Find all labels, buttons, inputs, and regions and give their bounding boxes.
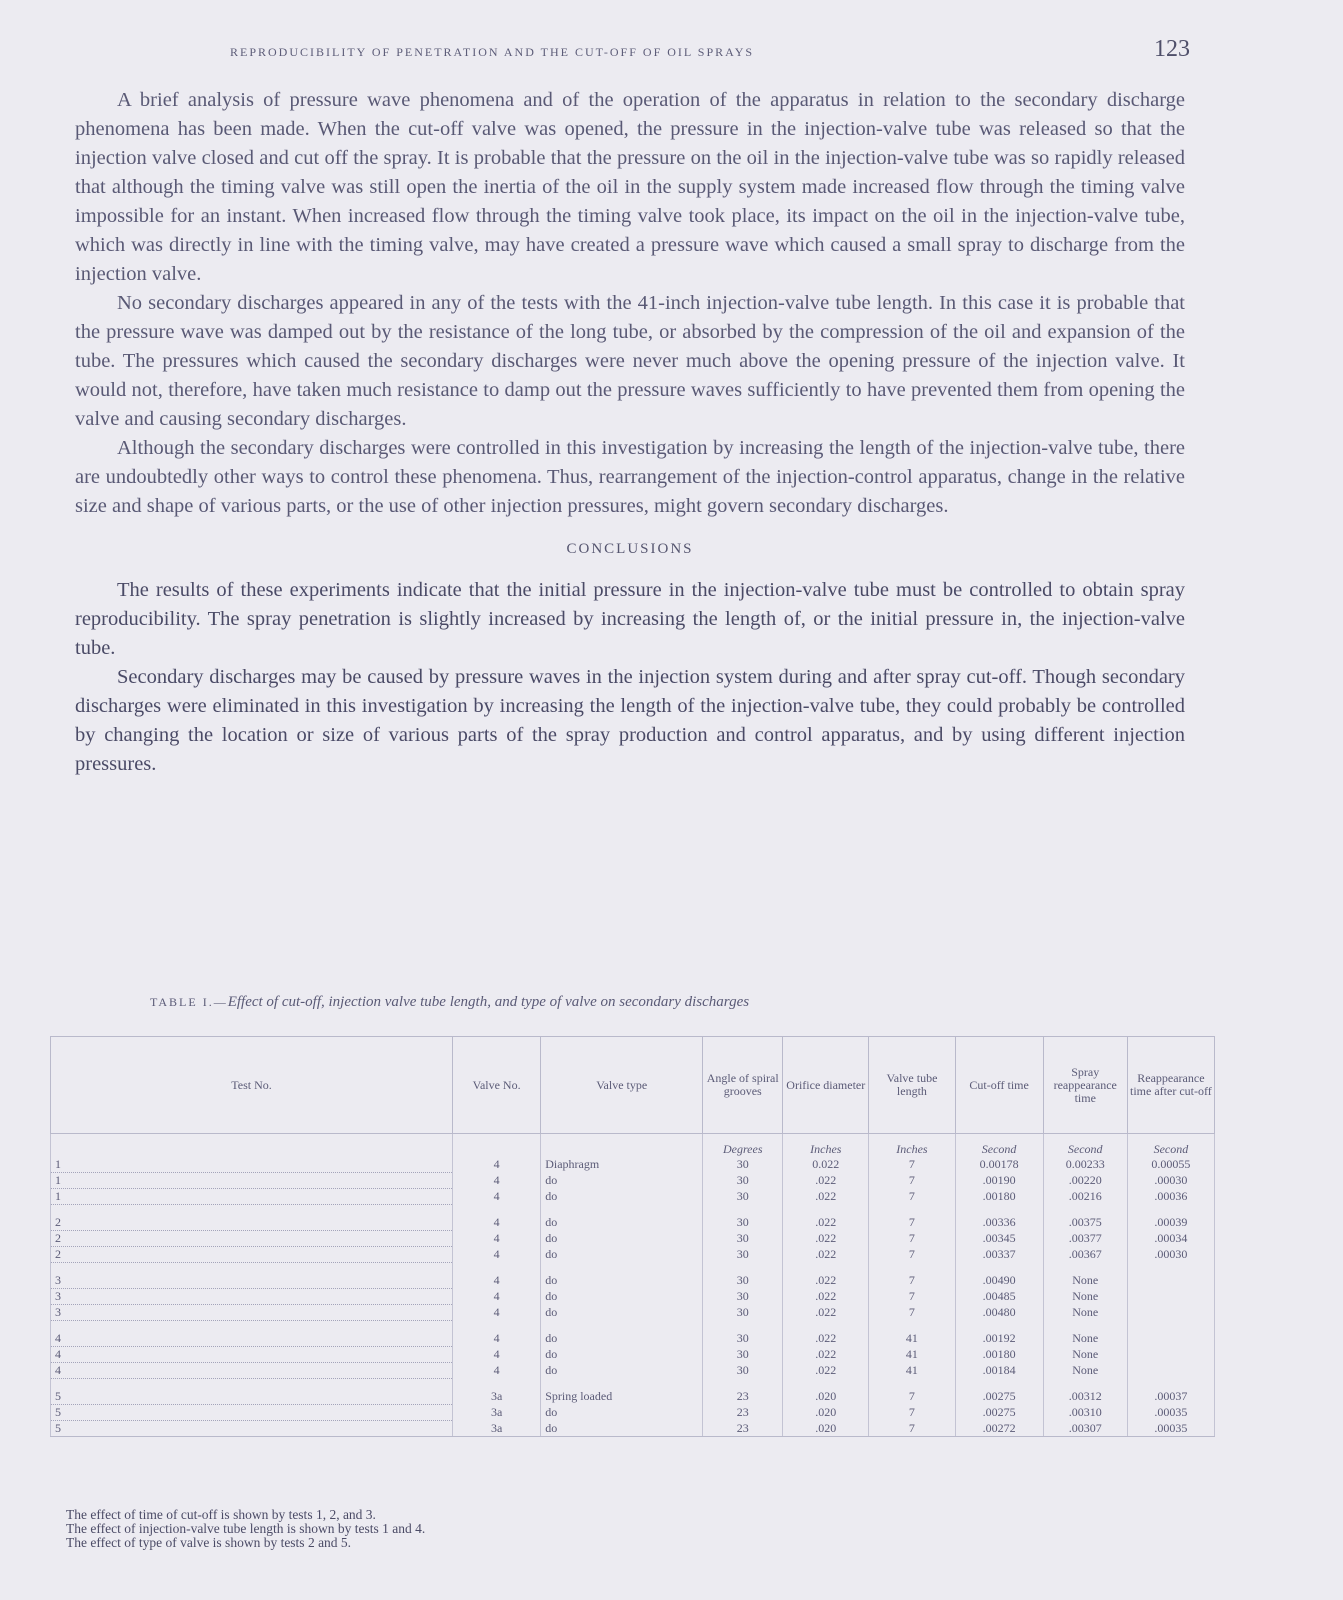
table-cell: .00192	[955, 1331, 1043, 1347]
table-cell: .020	[783, 1389, 869, 1405]
table-cell: Diaphragm	[541, 1157, 703, 1173]
table-cell: 30	[703, 1347, 783, 1363]
table-cell: 2	[51, 1231, 453, 1247]
table-cell: 0.022	[783, 1157, 869, 1173]
table-row	[51, 1421, 1215, 1437]
table-cell: do	[541, 1289, 703, 1305]
table-cell: 23	[703, 1389, 783, 1405]
table-cell	[1127, 1305, 1214, 1321]
table-cell: 3	[51, 1273, 453, 1289]
table-cell: .00035	[1127, 1405, 1214, 1421]
paragraph: No secondary discharges appeared in any of the tests with the 41-inch injection-valve tube length. In this case it is probable that the pressure wave was damped out by the resistance of the long tube, or absorbed by the compression of the oil and expansion of the tube. The pressures which caused the secondary discharges were never much above the opening pressure of the injection valve. It would not, therefore, have taken much resistance to damp out the pressure waves sufficiently to have prevented them from opening the valve and causing secondary discharges.	[75, 292, 1185, 430]
spacer-cell	[453, 1321, 541, 1332]
table-cell: .00312	[1043, 1389, 1127, 1405]
table-cell: 41	[869, 1347, 955, 1363]
table-cell: 41	[869, 1363, 955, 1379]
table-cell: do	[541, 1189, 703, 1205]
spacer-cell	[1043, 1205, 1127, 1216]
table-cell: 30	[703, 1189, 783, 1205]
spacer-cell	[783, 1263, 869, 1274]
unit-cell: Second	[1043, 1134, 1127, 1158]
table-cell: 7	[869, 1273, 955, 1289]
table-cell: .00377	[1043, 1231, 1127, 1247]
table-caption-text: Effect of cut-off, injection valve tube length, and type of valve on secondary discharges	[227, 994, 750, 1010]
table-row	[51, 1157, 1215, 1173]
table-cell: .00216	[1043, 1189, 1127, 1205]
table-row	[51, 1363, 1215, 1379]
spacer-cell	[51, 1379, 453, 1390]
table-cell: 1	[51, 1173, 453, 1189]
spacer-cell	[541, 1321, 703, 1332]
spacer-cell	[703, 1321, 783, 1332]
table-cell: 1	[51, 1189, 453, 1205]
group-spacer	[51, 1263, 1215, 1274]
table-cell: 4	[453, 1273, 541, 1289]
table-row	[51, 1173, 1215, 1189]
column-header: Orifice diameter	[783, 1037, 869, 1134]
table-cell: do	[541, 1405, 703, 1421]
spacer-cell	[1127, 1379, 1214, 1390]
table-cell: .022	[783, 1363, 869, 1379]
table-cell: None	[1043, 1273, 1127, 1289]
table-cell: .022	[783, 1305, 869, 1321]
table-cell: .00034	[1127, 1231, 1214, 1247]
unit-cell: Degrees	[703, 1134, 783, 1158]
table-row	[51, 1389, 1215, 1405]
table-cell: .00036	[1127, 1189, 1214, 1205]
table-cell: .00030	[1127, 1247, 1214, 1263]
table-cell: 2	[51, 1215, 453, 1231]
table-cell: do	[541, 1231, 703, 1247]
table-cell: 2	[51, 1247, 453, 1263]
table-cell: 3a	[453, 1405, 541, 1421]
table-cell: 4	[51, 1363, 453, 1379]
table-cell: 30	[703, 1363, 783, 1379]
spacer-cell	[453, 1263, 541, 1274]
table-cell: 4	[453, 1347, 541, 1363]
section-heading: CONCLUSIONS	[566, 541, 694, 557]
spacer-cell	[703, 1263, 783, 1274]
table-cell: 4	[51, 1347, 453, 1363]
group-spacer	[51, 1205, 1215, 1216]
table-cell: .00490	[955, 1273, 1043, 1289]
table-cell: 30	[703, 1289, 783, 1305]
column-header: Valve tube length	[869, 1037, 955, 1134]
table-cell: .020	[783, 1405, 869, 1421]
table-cell: .00035	[1127, 1421, 1214, 1437]
spacer-cell	[1043, 1321, 1127, 1332]
table-cell: 3a	[453, 1421, 541, 1437]
table-cell: 1	[51, 1157, 453, 1173]
spacer-cell	[955, 1205, 1043, 1216]
table-cell: 23	[703, 1405, 783, 1421]
spacer-cell	[955, 1379, 1043, 1390]
table-cell: None	[1043, 1305, 1127, 1321]
unit-cell	[541, 1134, 703, 1158]
table-row	[51, 1289, 1215, 1305]
table-cell	[1127, 1289, 1214, 1305]
table-cell: .00184	[955, 1363, 1043, 1379]
spacer-cell	[1127, 1205, 1214, 1216]
table-cell: 30	[703, 1305, 783, 1321]
table-cell: .00037	[1127, 1389, 1214, 1405]
table-caption-lead: TABLE I.—	[150, 995, 228, 1009]
table-cell: .022	[783, 1331, 869, 1347]
table-cell: Spring loaded	[541, 1389, 703, 1405]
table-cell: .00039	[1127, 1215, 1214, 1231]
table-cell: 7	[869, 1157, 955, 1173]
table-cell: 0.00233	[1043, 1157, 1127, 1173]
table-cell: 30	[703, 1331, 783, 1347]
table-cell: do	[541, 1305, 703, 1321]
table-row	[51, 1305, 1215, 1321]
table-cell: 4	[453, 1363, 541, 1379]
spacer-cell	[541, 1205, 703, 1216]
spacer-cell	[783, 1321, 869, 1332]
table-cell: .00337	[955, 1247, 1043, 1263]
table-cell: 4	[453, 1189, 541, 1205]
table-cell: None	[1043, 1289, 1127, 1305]
table-cell: .00180	[955, 1189, 1043, 1205]
footnote: The effect of time of cut-off is shown by tests 1, 2, and 3.	[66, 1507, 376, 1522]
table-cell	[1127, 1273, 1214, 1289]
running-title: REPRODUCIBILITY OF PENETRATION AND THE CUT-OFF OF OIL SPRAYS	[230, 45, 755, 59]
table-cell: .00485	[955, 1289, 1043, 1305]
page-number: 123	[1154, 36, 1190, 62]
table-cell: 4	[453, 1305, 541, 1321]
data-table	[50, 1036, 1215, 1437]
spacer-cell	[51, 1321, 453, 1332]
table-cell: do	[541, 1273, 703, 1289]
table-cell: .022	[783, 1347, 869, 1363]
table-cell: .022	[783, 1173, 869, 1189]
table-cell: 7	[869, 1189, 955, 1205]
table-row	[51, 1347, 1215, 1363]
spacer-cell	[541, 1379, 703, 1390]
conclusions-section	[75, 576, 1185, 779]
table-cell: do	[541, 1247, 703, 1263]
page-header	[230, 36, 1190, 63]
column-header: Angle of spiral grooves	[703, 1037, 783, 1134]
table-cell: None	[1043, 1363, 1127, 1379]
footnotes	[66, 1508, 966, 1550]
spacer-cell	[703, 1205, 783, 1216]
table-cell: 7	[869, 1173, 955, 1189]
spacer-cell	[453, 1379, 541, 1390]
table-cell: 7	[869, 1289, 955, 1305]
table-cell: None	[1043, 1331, 1127, 1347]
table-cell: .022	[783, 1289, 869, 1305]
table-cell: .00180	[955, 1347, 1043, 1363]
spacer-cell	[869, 1379, 955, 1390]
table-cell	[1127, 1331, 1214, 1347]
table-cell	[1127, 1363, 1214, 1379]
table-cell: .022	[783, 1273, 869, 1289]
table-cell: .00030	[1127, 1173, 1214, 1189]
table-cell: 3	[51, 1305, 453, 1321]
table-cell: 30	[703, 1273, 783, 1289]
table-cell: None	[1043, 1347, 1127, 1363]
table-cell: 7	[869, 1389, 955, 1405]
spacer-cell	[703, 1379, 783, 1390]
group-spacer	[51, 1379, 1215, 1390]
table-cell	[1127, 1347, 1214, 1363]
table-cell: do	[541, 1173, 703, 1189]
table-cell: .022	[783, 1231, 869, 1247]
unit-cell	[51, 1134, 453, 1158]
spacer-cell	[541, 1263, 703, 1274]
table-cell: 41	[869, 1331, 955, 1347]
table-cell: 4	[453, 1247, 541, 1263]
table-cell: .00367	[1043, 1247, 1127, 1263]
paragraph: Secondary discharges may be caused by pressure waves in the injection system during and after spray cut-off. Though secondary discharges were eliminated in this investigation by increasing the length of the injection-valve tube, they could probably be controlled by changing the location or size of various parts of the spray production and control apparatus, and by using different injection pressures.	[75, 666, 1185, 775]
table-cell: .022	[783, 1189, 869, 1205]
table-cell: 7	[869, 1231, 955, 1247]
paragraph: Although the secondary discharges were controlled in this investigation by increasing the length of the injection-valve tube, there are undoubtedly other ways to control these phenomena. Thus, rearrangement of the injection-control apparatus, change in the relative size and shape of various parts, or the use of other injection pressures, might govern secondary discharges.	[75, 437, 1185, 517]
table-cell: .00275	[955, 1405, 1043, 1421]
table-row	[51, 1189, 1215, 1205]
table-cell: .00375	[1043, 1215, 1127, 1231]
column-header: Valve type	[541, 1037, 703, 1134]
spacer-cell	[955, 1321, 1043, 1332]
spacer-cell	[1043, 1379, 1127, 1390]
unit-cell: Inches	[869, 1134, 955, 1158]
table-cell: 4	[51, 1331, 453, 1347]
table-cell: 7	[869, 1305, 955, 1321]
table-row	[51, 1215, 1215, 1231]
table-cell: .00190	[955, 1173, 1043, 1189]
unit-cell	[453, 1134, 541, 1158]
table-row	[51, 1405, 1215, 1421]
table-cell: .020	[783, 1421, 869, 1437]
spacer-cell	[51, 1263, 453, 1274]
paragraph: The results of these experiments indicate that the initial pressure in the injection-valve tube must be controlled to obtain spray reproducibility. The spray penetration is slightly increased by increasing the length of, or the initial pressure in, the injection-valve tube.	[75, 579, 1185, 659]
spacer-cell	[869, 1205, 955, 1216]
table-cell: 3a	[453, 1389, 541, 1405]
table-cell: .00307	[1043, 1421, 1127, 1437]
group-spacer	[51, 1321, 1215, 1332]
table-cell: .00275	[955, 1389, 1043, 1405]
table-cell: 4	[453, 1215, 541, 1231]
table-cell: 7	[869, 1405, 955, 1421]
table-cell: do	[541, 1347, 703, 1363]
body-text	[75, 86, 1185, 779]
table-cell: 4	[453, 1231, 541, 1247]
unit-cell: Second	[1127, 1134, 1214, 1158]
table-cell: 30	[703, 1215, 783, 1231]
spacer-cell	[783, 1379, 869, 1390]
footnote: The effect of injection-valve tube length is shown by tests 1 and 4.	[66, 1521, 426, 1536]
table-cell: 5	[51, 1405, 453, 1421]
units-row	[51, 1134, 1215, 1158]
table-caption	[150, 994, 1150, 1011]
spacer-cell	[869, 1321, 955, 1332]
table-cell: 5	[51, 1421, 453, 1437]
table-cell: 30	[703, 1173, 783, 1189]
table-cell: 3	[51, 1289, 453, 1305]
table-cell: .00220	[1043, 1173, 1127, 1189]
column-header: Valve No.	[453, 1037, 541, 1134]
spacer-cell	[453, 1205, 541, 1216]
table-cell: do	[541, 1215, 703, 1231]
table-cell: 30	[703, 1231, 783, 1247]
table-cell: .00310	[1043, 1405, 1127, 1421]
unit-cell: Second	[955, 1134, 1043, 1158]
table-cell: .022	[783, 1215, 869, 1231]
table-cell: 4	[453, 1331, 541, 1347]
table-cell: do	[541, 1363, 703, 1379]
spacer-cell	[955, 1263, 1043, 1274]
spacer-cell	[783, 1205, 869, 1216]
spacer-cell	[1127, 1321, 1214, 1332]
table-cell: .022	[783, 1247, 869, 1263]
table-cell: 4	[453, 1157, 541, 1173]
spacer-cell	[51, 1205, 453, 1216]
table-cell: do	[541, 1331, 703, 1347]
table-cell: .00480	[955, 1305, 1043, 1321]
table-header-row	[51, 1037, 1215, 1134]
column-header: Cut-off time	[955, 1037, 1043, 1134]
table-cell: 7	[869, 1215, 955, 1231]
table-cell: 23	[703, 1421, 783, 1437]
table-cell: 5	[51, 1389, 453, 1405]
table-row	[51, 1247, 1215, 1263]
table-cell: do	[541, 1421, 703, 1437]
table-cell: .00272	[955, 1421, 1043, 1437]
table-row	[51, 1231, 1215, 1247]
table-cell: 7	[869, 1247, 955, 1263]
footnote: The effect of type of valve is shown by tests 2 and 5.	[66, 1535, 352, 1550]
column-header: Reappearance time after cut-off	[1127, 1037, 1214, 1134]
table-cell: 30	[703, 1247, 783, 1263]
table-row	[51, 1273, 1215, 1289]
table-cell: 0.00178	[955, 1157, 1043, 1173]
spacer-cell	[1127, 1263, 1214, 1274]
table-cell: 4	[453, 1289, 541, 1305]
spacer-cell	[869, 1263, 955, 1274]
unit-cell: Inches	[783, 1134, 869, 1158]
paragraph: A brief analysis of pressure wave phenomena and of the operation of the apparatus in relation to the secondary discharge phenomena has been made. When the cut-off valve was opened, the pressure in the injection-valve tube was released so that the injection valve closed and cut off the spray. It is probable that the pressure on the oil in the injection-valve tube was so rapidly released that although the timing valve was still open the inertia of the oil in the supply system made increased flow through the timing valve impossible for an instant. When increased flow through the timing valve took place, its impact on the oil in the injection-valve tube, which was directly in line with the timing valve, may have created a pressure wave which caused a small spray to discharge from the injection valve.	[75, 89, 1185, 285]
table-row	[51, 1331, 1215, 1347]
table-cell: 0.00055	[1127, 1157, 1214, 1173]
table-body	[51, 1134, 1215, 1437]
spacer-cell	[1043, 1263, 1127, 1274]
table-cell: 4	[453, 1173, 541, 1189]
table-cell: .00336	[955, 1215, 1043, 1231]
table-cell: 30	[703, 1157, 783, 1173]
table-cell: .00345	[955, 1231, 1043, 1247]
column-header: Test No.	[51, 1037, 453, 1134]
column-header: Spray reappearance time	[1043, 1037, 1127, 1134]
table-cell: 7	[869, 1421, 955, 1437]
